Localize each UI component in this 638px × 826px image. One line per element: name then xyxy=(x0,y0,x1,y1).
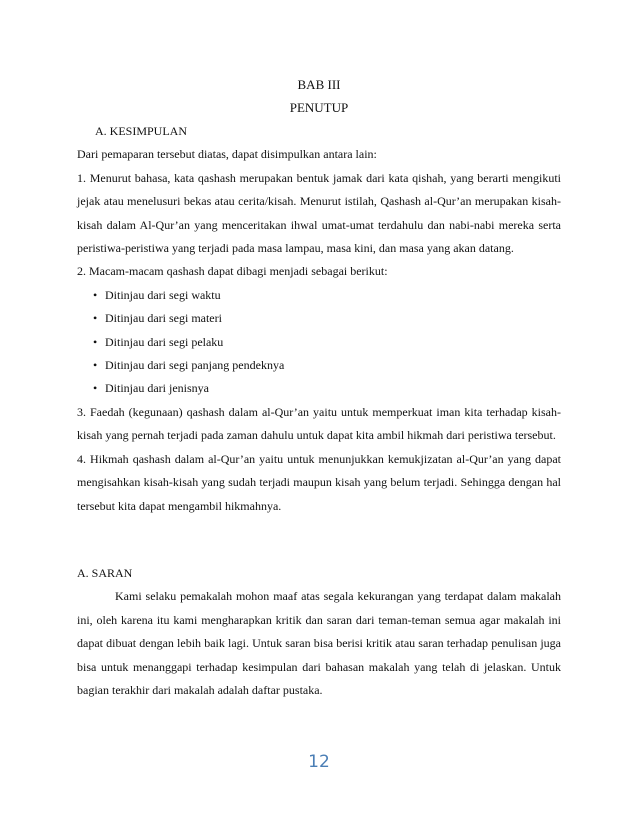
bullet-icon: • xyxy=(93,311,98,326)
conclusion-intro: Dari pemaparan tersebut diatas, dapat disimpulkan antara lain: xyxy=(77,147,377,162)
bullet-icon: • xyxy=(93,381,98,396)
suggestion-body: Kami selaku pemakalah mohon maaf atas segala kekurangan yang terdapat dalam makalah ini, oleh karena itu kami mengharapkan kritik dan saran dari teman-teman semua agar makalah ini dapat dibuat dengan lebih baik lagi. Untuk saran bisa berisi kritik atau saran terhadap penulisan juga bisa untuk menanggapi terhadap kesimpulan dari bahasan makalah yang telah di jelaskan. Untuk bagian terakhir dari makalah adalah daftar pustaka. xyxy=(77,589,561,698)
conclusion-section xyxy=(77,120,561,518)
bullet-icon: • xyxy=(93,287,98,302)
suggestion-heading: A. SARAN xyxy=(77,566,133,580)
page-number: 12 xyxy=(308,752,330,772)
list-item: • Ditinjau dari segi pelaku xyxy=(93,331,561,354)
chapter-number: BAB III xyxy=(297,77,341,92)
bullet-icon: • xyxy=(93,334,98,349)
conclusion-point-3: 3. Faedah (kegunaan) qashash dalam al-Qur’an yaitu untuk memperkuat iman kita terhadap kisah-kisah yang pernah terjadi pada zaman dahulu untuk dapat kita ambil hikmah dari peristiwa tersebut. xyxy=(77,404,561,443)
list-item: • Ditinjau dari segi waktu xyxy=(93,284,561,307)
conclusion-point-4: 4. Hikmah qashash dalam al-Qur’an yaitu untuk menunjukkan kemukjizatan al-Qur’an yang dapat mengisahkan kisah-kisah yang sudah terjadi maupun kisah yang belum terjadi. Sehingga dengan hal tersebut kita dapat mengambil hikmahnya. xyxy=(77,451,561,513)
conclusion-point-1: 1. Menurut bahasa, kata qashash merupakan bentuk jamak dari kata qishah, yang berarti mengikuti jejak atau menelusuri bekas atau cerita/kisah. Menurut istilah, Qashash al-Qur’an merupakan kisah-kisah dalam Al-Qur’an yang menceritakan ihwal umat-umat terdahulu dan nabi-nabi mereka serta peristiwa-peristiwa yang terjadi pada masa lampau, masa kini, dan masa yang akan datang. xyxy=(77,170,561,256)
bullet-icon: • xyxy=(93,358,98,373)
conclusion-point-2: 2. Macam-macam qashash dapat dibagi menjadi sebagai berikut: xyxy=(77,264,388,279)
conclusion-heading: A. KESIMPULAN xyxy=(95,124,188,138)
chapter-title: PENUTUP xyxy=(289,100,349,115)
list-item: • Ditinjau dari segi panjang pendeknya xyxy=(93,354,561,377)
list-item: • Ditinjau dari segi materi xyxy=(93,307,561,330)
story-types-list xyxy=(77,284,561,401)
list-item: • Ditinjau dari jenisnya xyxy=(93,377,561,400)
suggestion-section xyxy=(77,562,561,702)
